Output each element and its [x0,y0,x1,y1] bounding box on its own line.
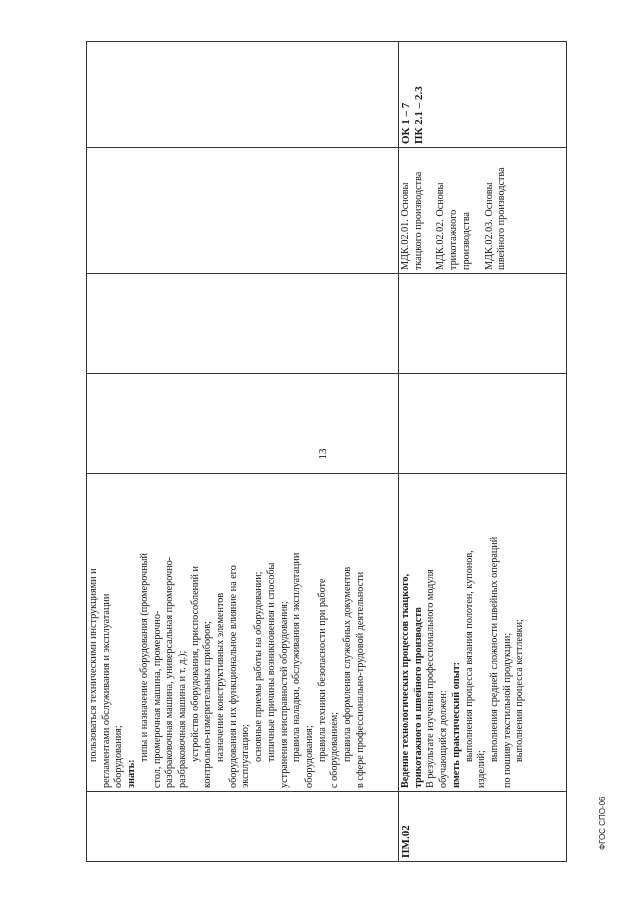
mdk-item: МДК.02.03. Основы швейного производства [483,167,508,270]
empty-cell [87,42,399,148]
mdk-cell [399,148,567,274]
competencies-cell [399,42,567,148]
text-line: эксплуатацию; [240,724,252,788]
text-line: обучающийся должен: [438,690,450,788]
text-line: назначение конструктивных элементов [215,592,227,762]
text-line: выполнения средней сложности швейных операций [488,536,500,762]
text-line: разбраковочная машина и т. д.); [176,650,188,788]
text-line: оборудования; [303,725,315,788]
text-line: знать: [126,759,138,788]
text-line: иметь практический опыт: [450,661,462,788]
empty-cell [399,274,567,374]
footer-label: ФГОС СПО-06 [598,796,607,850]
text-line: устройство оборудования, приспособлений и [189,566,201,762]
empty-cell [87,274,399,374]
text-line: изделий; [476,750,488,788]
text-line: пользоваться техническими инструкциями и [88,568,99,762]
text-line: В результате изучения профессионального модуля [425,569,437,788]
text-line: устранения неисправностей оборудования; [278,601,290,788]
table-row-continuation [87,42,399,862]
text-line: оборудования и их функциональное влияние на его [227,565,239,788]
text-line: правила оформления служебных документов [342,566,354,762]
text-line: правила техники безопасности при работе [316,578,328,762]
module-code: ПМ.02 [399,792,567,862]
empty-cell [399,374,567,474]
empty-cell [87,374,399,474]
text-line: по пошиву текстильной продукции; [501,632,513,788]
text-line: контрольно-измерительных приборов; [202,621,214,788]
text-line: типы и назначение оборудования (промерочный [138,553,150,762]
text-line: основные приемы работы на оборудовании; [253,571,265,762]
text-line: трикотажного и швейного производств [412,607,424,788]
mdk-item: МДК.02.01. Основы ткацкого производства [400,171,424,270]
text-line: типичные причины возникновения и способы [265,562,277,762]
text-line: оборудования; [113,725,125,788]
text-line: выполнения процесса вязания полотен, купонов, [463,550,475,762]
text-line: выполнения процесса кеттлевки; [514,619,526,762]
competency-pk: ПК 2.1 – 2.3 [413,86,425,144]
page-number: 13 [317,448,329,460]
empty-cell [87,148,399,274]
code-cell-empty [87,792,399,862]
competency-ok: ОК 1 – 7 [400,102,412,144]
text-line: правила наладки, обслуживания и эксплуатации [291,552,303,762]
content-cell-pm02 [399,474,567,792]
table-row-pm02 [399,42,567,862]
mdk-item: МДК.02.02. Основы трикотажного производства [435,182,472,270]
text-line: Ведение технологических процессов ткацкого, [400,573,411,788]
text-line: стол, промерочная машина, промерочно- [151,610,163,788]
text-line: с оборудованием; [329,711,341,788]
text-line: в сфере профессионально-трудовой деятельности [354,571,366,788]
text-line: регламентами обслуживания и эксплуатации [100,593,112,788]
text-line: разбраковочная машина, универсальная промерочно- [164,556,176,788]
content-cell-continuation [87,474,399,792]
curriculum-table [86,42,566,862]
